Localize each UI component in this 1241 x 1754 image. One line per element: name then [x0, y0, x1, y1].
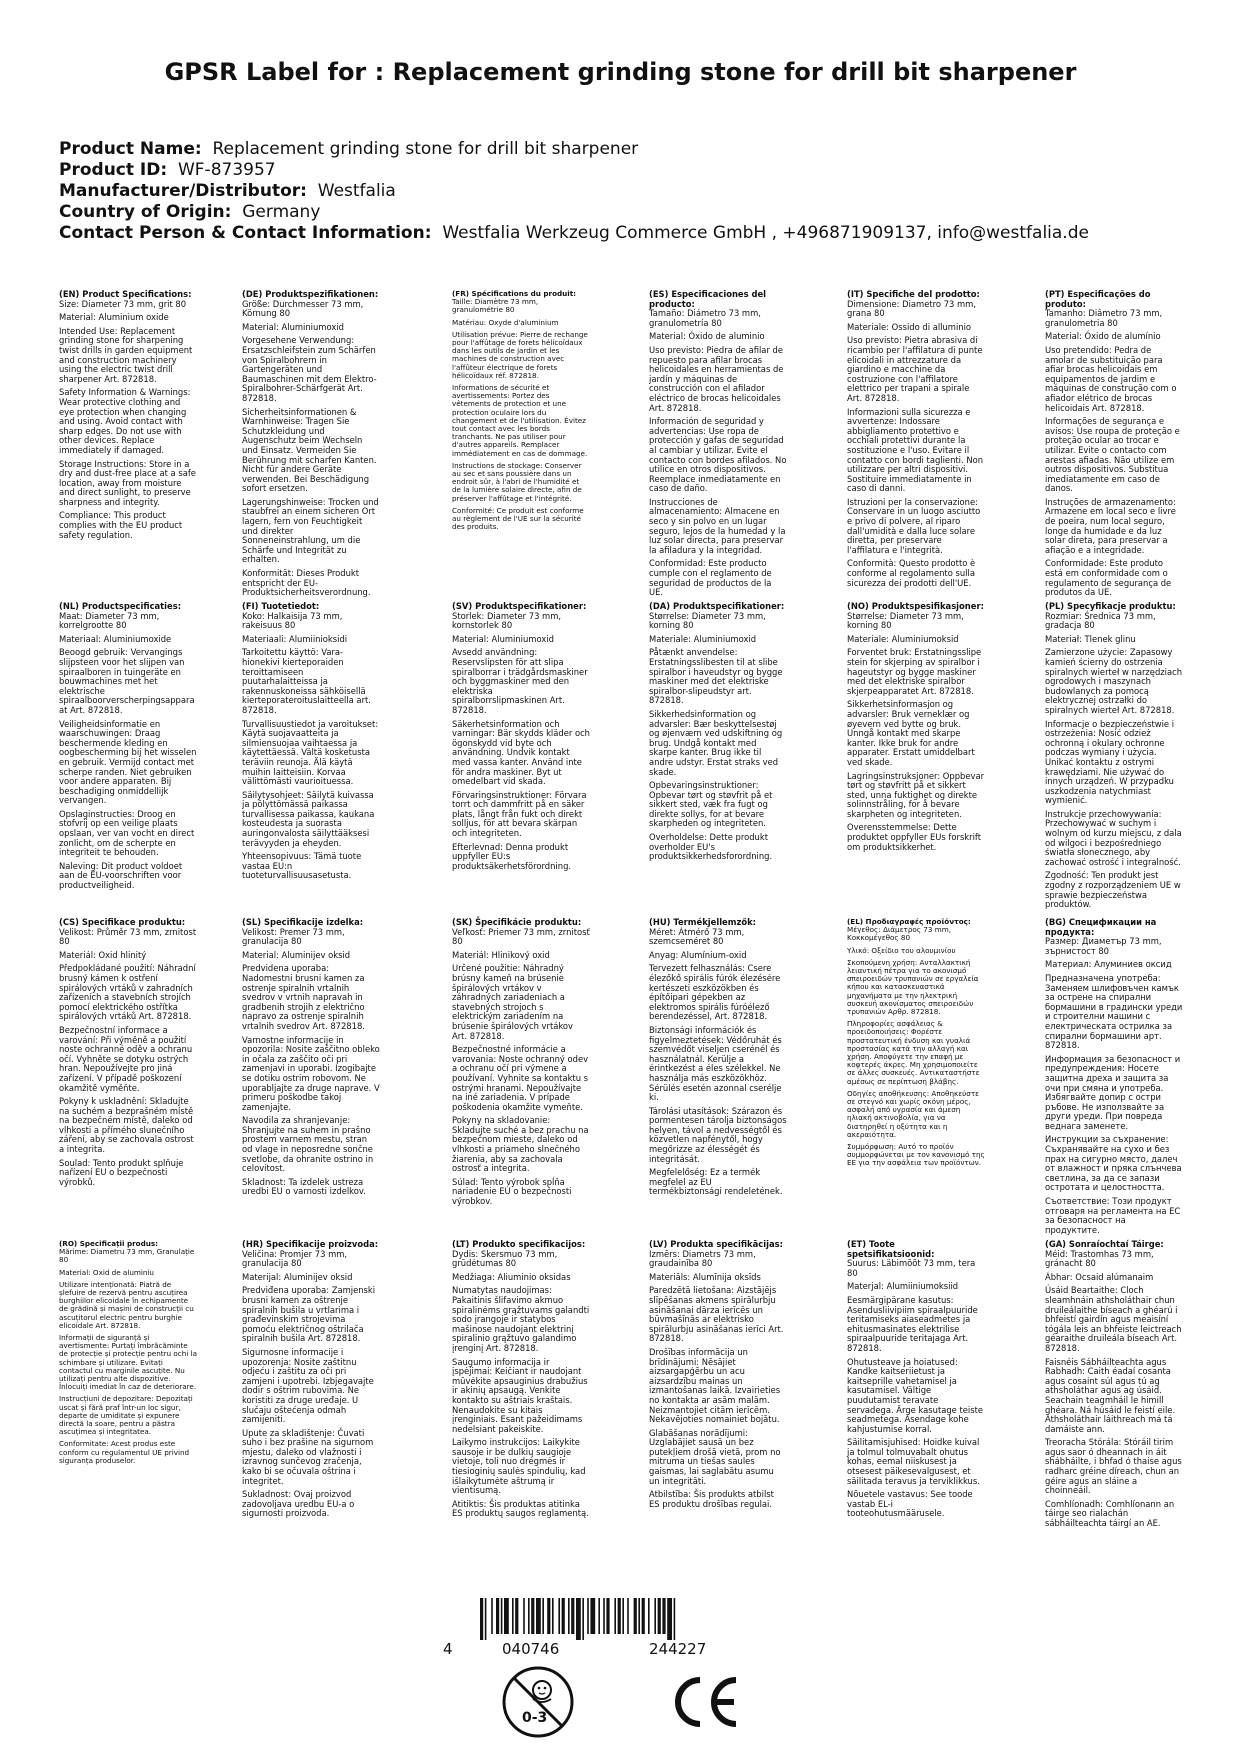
spec-paragraph: Suurus: Läbimõõt 73 mm, tera 80	[847, 1258, 976, 1278]
barcode-bar	[491, 1598, 493, 1634]
info-value: Germany	[242, 202, 321, 222]
spec-paragraph: Treoracha Stórála: Stóráil tirim agus saor ó dheannach in áit shábháilte, i bhfad ó thaise agus radharc gréine díreach, chun an géire agus an sláine a choinneáil.	[1045, 1437, 1182, 1496]
page-title: GPSR Label for : Replacement grinding stone for drill bit sharpener	[164, 58, 1077, 86]
barcode-bar	[571, 1598, 574, 1634]
spec-paragraph: Navodila za shranjevanje: Shranjujte na suhem in prašno prostem varnem mestu, stran od vlage in neposredne sončne svetlobe, da ohranite ostrino in celovitost.	[242, 1115, 374, 1174]
barcode-bar	[562, 1598, 565, 1634]
spec-paragraph: Material: Óxido de alumínio	[1045, 331, 1161, 342]
spec-paragraph: Μέγεθος: Διάμετρος 73 mm, Κοκκομέγεθος 80	[847, 925, 951, 943]
spec-paragraph: Paredzētā lietošana: Aizstājējs slīpēšanas akmens spirālurbju asināšanai dārza ierīcēs un būvmašīnās ar elektrisko spirālurbju asināšanas ierīci Art. 872818.	[649, 1285, 784, 1344]
barcode-bar	[568, 1598, 570, 1634]
spec-paragraph: Material: Aluminiumoxid	[452, 633, 554, 644]
spec-paragraph: Opbevaringsinstruktioner: Opbevar tørt og støvfrit på et sikkert sted, væk fra fugt og direkte sollys, for at bevare skarpheden og integriteten.	[649, 780, 773, 829]
spec-paragraph: Tarkoitettu käyttö: Vara-hionekivi kierteporaiden teroittamiseen puutarhalaitteissa ja rakennuskoneissa sähköisellä kierteporateroituslaitteella art. 872818.	[242, 647, 371, 715]
info-value: Westfalia Werkzeug Commerce GmbH , +496871909137, info@westfalia.de	[442, 223, 1089, 243]
spec-paragraph: Dimensione: Diametro 73 mm, grana 80	[847, 298, 976, 319]
info-row	[59, 223, 1089, 244]
spec-paragraph: Предназначена употреба: Заменяем шлифовъчен камък за острене на спирални бормашини в градински уреди и строителни машини с електрическата острилка за спирални бормашини арт. 872818.	[1045, 972, 1183, 1051]
language-heading: (IT) Specifiche del prodotto:	[847, 289, 980, 299]
spec-paragraph: Lagringsinstruksjoner: Oppbevar tørt og støvfritt på et sikkert sted, unna fuktighet og direkte solinnstråling, for å bevare skarpheten og integriteten.	[847, 770, 985, 819]
spec-paragraph: Conformità: Questo prodotto è conforme al regolamento sulla sicurezza dei prodotti dell'UE.	[847, 558, 976, 588]
language-heading: (SL) Specifikacije izdelka:	[242, 917, 364, 927]
info-value: Replacement grinding stone for drill bit sharpener	[212, 139, 639, 159]
spec-paragraph: Vorgesehene Verwendung: Ersatzschleifstein zum Schärfen von Spiralbohrern in Gartengeräten und Baumaschinen mit dem Elektro-Spiralbohrer-Schärfgerät Art. 872818.	[242, 335, 377, 403]
spec-paragraph: Biztonsági információk és figyelmeztetések: Védőruhát és szemvédőt viseljen cserénél és használatnál. Kerülje a érintkezést a éles szélekkel. Ne használja más eszközökhöz. Sérülés esetén azonnal cserélje ki.	[649, 1024, 782, 1103]
info-label: Country of Origin:	[59, 202, 232, 222]
spec-paragraph: Säilytysohjeet: Säilytä kuivassa ja pölyttömässä paikassa turvallisessa paikassa, kaukana kosteudesta ja suorasta auringonvalosta säilyttääksesi terävyyden ja eheyden.	[242, 789, 375, 848]
spec-paragraph: Instruções de armazenamento: Armazene em local seco e livre de poeira, num local seguro, longe da humidade e da luz solar direta, para preservar a afiação e a integridade.	[1045, 496, 1176, 555]
info-row	[59, 181, 1089, 202]
age-range-text: 0-3	[522, 1710, 548, 1726]
spec-paragraph: Megfelelőség: Ez a termék megfelel az EU termékbiztonsági rendeletének.	[649, 1167, 783, 1197]
language-heading: (LT) Produkto specifikacijos:	[452, 1239, 586, 1249]
info-label: Product ID:	[59, 160, 168, 180]
product-info	[59, 139, 1089, 244]
spec-paragraph: Material: Óxido de aluminio	[649, 331, 765, 342]
spec-paragraph: Größe: Durchmesser 73 mm, Körnung 80	[242, 298, 364, 319]
spec-paragraph: Materiaali: Alumiinioksidi	[242, 633, 348, 644]
spec-paragraph: Informazioni sulla sicurezza e avvertenze: Indossare abbigliamento protettivo e occhiali protettivi durante la sostituzione e l'uso. Evitare il contatto con bordi taglienti. Non utilizzare per altri dispositivi. Sostituire immediatamente in caso di danni.	[847, 406, 984, 494]
spec-paragraph: Størrelse: Diameter 73 mm, korning 80	[649, 610, 766, 631]
spec-paragraph: Zamierzone użycie: Zapasowy kamień ścierny do ostrzenia spiralnych wierteł w narzędziach ogrodowych i maszynach budowlanych za pomocą elektrycznej ostrzałki do spiralnych wierteł Art. 872818.	[1045, 647, 1183, 715]
language-block	[847, 290, 985, 592]
language-block	[59, 602, 197, 895]
language-heading: (HU) Termékjellemzők:	[649, 917, 757, 927]
spec-paragraph: Σκοπούμενη χρήση: Ανταλλακτική λειαντική πέτρα για το ακονισμό σπειροειδών τρυπανιών σε εργαλεία κήπου και κατασκευαστικά μηχανήματα με την ηλεκτρική συσκευή ακονίσματος σπειροειδών τρυπανιών Αρθρ. 872818.	[847, 957, 979, 1017]
spec-paragraph: Dydis: Skersmuo 73 mm, grūdėtumas 80	[452, 1248, 558, 1269]
spec-paragraph: Påtænkt anvendelse: Erstatningsslibesten til at slibe spiralbor i haveudstyr og bygge maskiner med det elektriske spiralbor-slipeudstyr art. 872818.	[649, 647, 783, 706]
spec-paragraph: Yhteensopivuus: Tämä tuote vastaa EU:n tuoteturvallisuusasetusta.	[242, 851, 362, 881]
language-heading: (CS) Specifikace produktu:	[59, 917, 186, 927]
language-block	[1045, 290, 1183, 602]
info-value: WF-873957	[177, 160, 276, 180]
spec-paragraph: Beoogd gebruik: Vervangings slijpsteen voor het slijpen van spiraalboren in tuingeräte en bouwmachines met het elektrische spiraalboorverscherpingsapparaat Art. 872818.	[59, 647, 195, 715]
language-block	[59, 918, 197, 1191]
spec-paragraph: Lagerungshinweise: Trocken und staubfrei an einem sicheren Ort lagern, fern von Feuchtigkeit und direkter Sonneneinstrahlung, um die Schärfe und Integrität zu erhalten.	[242, 496, 379, 565]
barcode-bar	[606, 1598, 609, 1634]
spec-paragraph: Intended Use: Replacement grinding stone for sharpening twist drills in garden equipment and construction machinery using the electric twist drill sharpener Art. 872818.	[59, 325, 193, 384]
barcode-bar	[634, 1598, 637, 1634]
spec-paragraph: Veličina: Promjer 73 mm, granulacija 80	[242, 1248, 348, 1269]
spec-paragraph: Velikost: Premer 73 mm, granulacija 80	[242, 926, 345, 947]
spec-paragraph: Materijal: Aluminijev oksid	[242, 1271, 353, 1282]
spec-paragraph: Medžiaga: Aliuminio oksidas	[452, 1271, 571, 1282]
language-heading: (LV) Produkta specifikācijas:	[649, 1239, 783, 1249]
spec-paragraph: Utilizare intenționată: Piatră de șlefuire de rezervă pentru ascuțirea burghiilor elicoidale în echipamente de grădină și mașini de construcții cu ascuțitorul electric pentru burghie elicoidale Art. 872818.	[59, 1279, 194, 1330]
language-block	[649, 602, 787, 866]
spec-paragraph: Material: Oxid de aluminiu	[59, 1267, 154, 1277]
barcode-bar	[582, 1598, 584, 1640]
language-heading: (EL) Προδιαγραφές προϊόντος:	[847, 917, 971, 926]
spec-paragraph: Soulad: Tento produkt splňuje nařízení EU o bezpečnosti výrobků.	[59, 1157, 184, 1187]
spec-paragraph: Rozmiar: Średnica 73 mm, gradacja 80	[1045, 610, 1156, 631]
barcode-bar	[590, 1598, 595, 1634]
language-block	[847, 1240, 985, 1523]
barcode-bar	[496, 1598, 499, 1634]
spec-paragraph: Faisnéis Sábháilteachta agus Rabhadh: Caith éadaí cosanta agus cosaint súl agus tú ag athsholáthar agus ag úsáid. Seachain teagmháil le himill ghéara. Ná húsáid le feistí eile. Athsholáthair láithreach má tá damáiste ann.	[1045, 1356, 1176, 1434]
spec-paragraph: Předpokládané použití: Náhradní brusný kámen k ostření spirálových vrtáků v zahradních zařízeních a stavebních strojích pomocí elektrického ostřítka spirálových vrtáků Art. 872818.	[59, 963, 196, 1022]
language-block	[1045, 1240, 1183, 1533]
language-heading: (SK) Špecifikácie produktu:	[452, 917, 582, 927]
barcode-digits-right: 244227	[649, 1640, 707, 1658]
spec-paragraph: Overholdelse: Dette produkt overholder EU's produktsikkerhedsforordning.	[649, 832, 773, 862]
spec-paragraph: Conformidad: Este producto cumple con el reglamento de seguridad de productos de la UE.	[649, 558, 772, 598]
spec-paragraph: Συμμόρφωση: Αυτό το προϊόν συμμορφώνεται με τον κανονισμό της ΕΕ για την ασφάλεια των προϊόντων.	[847, 1142, 985, 1168]
spec-paragraph: Съответствие: Този продукт отговаря на регламента на ЕС за безопасност на продуктите.	[1045, 1196, 1181, 1235]
barcode-bar	[618, 1598, 621, 1634]
language-heading: (ES) Especificaciones del producto:	[649, 289, 767, 309]
barcode-digit-1: 4	[443, 1640, 453, 1658]
spec-paragraph: Informações de segurança e avisos: Use roupa de proteção e proteção ocular ao trocar e utilizar. Evite o contacto com arestas afiadas. Não utilize em outros dispositivos. Substitua imediatamente em caso de danos.	[1045, 416, 1180, 494]
spec-paragraph: Instructions de stockage: Conserver au sec et sans poussière dans un endroit sûr, à l'abri de l'humidité et de la lumière solaire directe, afin de préserver l'affûtage et l'intégrité.	[452, 460, 582, 503]
barcode-bar	[658, 1598, 661, 1634]
barcode-bar	[501, 1598, 503, 1634]
spec-paragraph: Taille: Diamètre 73 mm, granulométrie 80	[452, 297, 539, 315]
spec-paragraph: Materjal: Alumiiniumoksiid	[847, 1281, 959, 1292]
spec-paragraph: Ábhar: Ocsaid alúmanaim	[1045, 1271, 1154, 1282]
spec-paragraph: Materiale: Aluminiumoksid	[847, 633, 959, 644]
language-block	[452, 602, 590, 875]
spec-paragraph: Pokyny k uskladnění: Skladujte na suchém a bezprašném místě na bezpečném místě, daleko od vlhkosti a přímého slunečního záření, aby se zachovala ostrost a integrita.	[59, 1096, 194, 1155]
spec-paragraph: Overensstemmelse: Dette produktet oppfyller EUs forskrift om produktsikkerhet.	[847, 822, 982, 852]
language-heading: (PT) Especificações do produto:	[1045, 289, 1151, 309]
language-block	[452, 918, 590, 1211]
spec-paragraph: Storlek: Diameter 73 mm, kornstorlek 80	[452, 610, 562, 631]
barcode-bar	[622, 1598, 624, 1634]
spec-paragraph: Atitiktis: Šis produktas atitinka ES produktų saugos reglamentą.	[452, 1498, 589, 1519]
barcode-bar	[627, 1598, 629, 1634]
spec-paragraph: Informații de siguranță și avertismente: Purtați îmbrăcăminte de protecție și protecție pentru ochi la schimbare și utilizare. Evitați contactul cu marginile ascuțite. Nu utilizați pentru alte dispozitive. Înlocuiți imediat în caz de deteriorare.	[59, 1333, 197, 1392]
language-block	[59, 290, 197, 544]
spec-paragraph: Υλικό: Οξείδιο του αλουμινίου	[847, 945, 956, 955]
spec-paragraph: Laikymo instrukcijos: Laikykite sausoje ir be dulkių saugioje vietoje, toli nuo drėgmės ir tiesioginių saulės spindulių, kad išlaikytumėte aštrumą ir vientisumą.	[452, 1437, 586, 1496]
spec-paragraph: Zgodność: Ten produkt jest zgodny z rozporządzeniem UE w sprawie bezpieczeństwa produktów.	[1045, 870, 1181, 910]
barcode	[478, 1598, 773, 1640]
barcode-bar	[523, 1598, 525, 1634]
spec-paragraph: Instrucțiuni de depozitare: Depozitați uscat și fără praf într-un loc sigur, departe de umiditate și expunere directă la soare, pentru a păstra ascuțimea și integritatea.	[59, 1394, 193, 1437]
spec-paragraph: Varnostne informacije in opozorila: Nosite zaščitno obleko in očala za zaščito oči pri zamenjavi in uporabi. Izogibajte se dotiku ostrim robovom. Ne uporabljajte za druge naprave. V primeru poškodbe takoj zamenjajte.	[242, 1034, 380, 1112]
language-block	[59, 1240, 197, 1469]
barcode-bar	[504, 1598, 509, 1634]
spec-paragraph: Anyag: Alumínium-oxid	[649, 949, 747, 960]
spec-paragraph: Sikkerhedsinformation og advarsler: Bær beskyttelsestøj og øjenværn ved udskiftning og brug. Undgå kontakt med skarpe kanter. Brug ikke til andre udstyr. Erstat straks ved skade.	[649, 708, 783, 777]
spec-paragraph: Størrelse: Diameter 73 mm, korning 80	[847, 610, 964, 631]
barcode-bar	[515, 1598, 518, 1634]
spec-paragraph: Istruzioni per la conservazione: Conservare in un luogo asciutto e privo di polvere, al riparo dall'umidità e dalla luce solare diretta, per preservare l'affilatura e l'integrità.	[847, 496, 981, 555]
barcode-bar	[558, 1598, 560, 1634]
spec-paragraph: Tárolási utasítások: Szárazon és pormentesen tárolja biztonságos helyen, távol a nedvességtől és közvetlen napfénytől, hogy megőrizze az élességét és integritását.	[649, 1105, 787, 1164]
info-label: Product Name:	[59, 139, 202, 159]
spec-paragraph: Conformité: Ce produit est conforme au règlement de l'UE sur la sécurité des produits.	[452, 505, 584, 532]
spec-paragraph: Glabāšanas norādījumi: Uzglabājiet sausā un bez putekļiem drošā vietā, prom no mitruma un tiešas saules gaismas, lai saglabātu asumu un integritāti.	[649, 1427, 781, 1486]
barcode-bar	[587, 1598, 589, 1634]
spec-paragraph: Konformität: Dieses Produkt entspricht der EU-Produktsicherheitsverordnung.	[242, 568, 371, 598]
spec-paragraph: Tamanho: Diâmetro 73 mm, granulometria 80	[1045, 308, 1163, 328]
spec-paragraph: Méret: Átmérő 73 mm, szemcseméret 80	[649, 926, 745, 947]
barcode-bar	[642, 1598, 645, 1634]
spec-paragraph: Uso pretendido: Pedra de amolar de substituição para afiar brocas helicoidais em equipamentos de jardim e máquinas de construção com o afiador elétrico de brocas helicoidais Art. 872818.	[1045, 344, 1177, 413]
spec-paragraph: Drošības informācija un brīdinājumi: Nēsājiet aizsargapģērbu un acu aizsardzību mainas un izmantošanas laikā. Izvairieties no kontakta ar asām malām. Neizmantojiet citām ierīcēm. Nekavējoties nomainiet bojātu.	[649, 1346, 781, 1425]
spec-paragraph: Méid: Trastomhas 73 mm, gránacht 80	[1045, 1248, 1154, 1269]
spec-paragraph: Uso previsto: Pietra abrasiva di ricambio per l'affilatura di punte elicoidali in attrezzature da giardino e macchine da costruzione con l'affilatore elettrico per trapani a spirale Art. 872818.	[847, 335, 983, 403]
spec-paragraph: Οδηγίες αποθήκευσης: Αποθηκεύστε σε στεγνό και χωρίς σκόνη μέρος, ασφαλή από υγρασία και άμεση ηλιακή ακτινοβολία, για να διατηρηθεί η οξύτητα και η ακεραιότητα.	[847, 1088, 980, 1139]
language-block	[242, 918, 380, 1201]
language-heading: (DA) Produktspecifikationer:	[649, 601, 785, 611]
spec-paragraph: Instrucciones de almacenamiento: Almacene en seco y sin polvo en un lugar seguro, lejos de la humedad y la luz solar directa, para preservar la afiladura y la integridad.	[649, 496, 786, 555]
spec-paragraph: Upute za skladištenje: Čuvati suho i bez prašine na sigurnom mjestu, daleko od vlažnosti i izravnog sunčevog zračenja, kako bi se očuvala oštrina i integritet.	[242, 1427, 374, 1486]
barcode-bar	[528, 1598, 530, 1634]
language-heading: (FI) Tuotetiedot:	[242, 601, 320, 611]
language-heading: (NL) Productspecificaties:	[59, 601, 182, 611]
spec-paragraph: Informacje o bezpieczeństwie i ostrzeżenia: Nosić odzież ochronną i okulary ochronne podczas wymiany i użycia. Unikać kontaktu z ostrymi krawędziami. Nie używać do innych urządzeń. W przypadku uszkodzenia natychmiast wymienić.	[1045, 718, 1175, 806]
language-heading: (NO) Produktspesifikasjoner:	[847, 601, 984, 611]
barcode-bar	[667, 1598, 672, 1640]
language-block	[1045, 918, 1183, 1239]
spec-paragraph: Avsedd användning: Reservslipsten för att slipa spiralborrar i trädgårdsmaskiner och byggmaskiner med den elektriska spiralborrslipmaskinen Art. 872818.	[452, 647, 588, 715]
spec-paragraph: Материал: Алуминиев оксид	[1045, 959, 1172, 970]
spec-paragraph: Izmērs: Diametrs 73 mm, graudainība 80	[649, 1248, 756, 1269]
spec-paragraph: Materiaal: Aluminiumoxide	[59, 633, 172, 644]
spec-paragraph: Sigurnosne informacije i upozorenja: Nosite zaštitnu odjeću i zaštitu za oči pri zamjeni i upotrebi. Izbjegavajte dodir s oštrim rubovima. Ne koristiti za druge uređaje. U slučaju oštećenja odmah zamijeniti.	[242, 1346, 374, 1425]
spec-paragraph: Πληροφορίες ασφάλειας & προειδοποιήσεις: Φορέστε προστατευτική ένδυση και γυαλιά προστασίας κατά την αλλαγή και χρήση. Αποφύγετε την επαφή με κοφτερές άκρες. Μη χρησιμοποιείτε σε άλλες συσκευές. Αντικαταστήστε αμέσως σε περίπτωση βλάβης.	[847, 1019, 980, 1086]
info-label: Manufacturer/Distributor:	[59, 181, 307, 201]
language-heading: (GA) Sonraíochtaí Táirge:	[1045, 1239, 1164, 1249]
spec-paragraph: Materiale: Aluminiumoxid	[649, 633, 757, 644]
spec-paragraph: Atbilstība: Šis produkts atbilst ES produktu drošības regulai.	[649, 1489, 774, 1509]
spec-paragraph: Súlad: Tento výrobok spĺňa nariadenie EÚ o bezpečnosti výrobkov.	[452, 1176, 572, 1207]
barcode-bar	[654, 1598, 656, 1634]
spec-paragraph: Materiāls: Alumīnija oksīds	[649, 1271, 761, 1282]
spec-paragraph: Ohutusteave ja hoiatused: Kandke kaitseriietust ja kaitseprille vahetamisel ja kasutamisel. Vältige puudutamist teravate servadega. Ärge kasutage teiste seadmetega. Asendage kohe kahjustumise korral.	[847, 1356, 984, 1434]
info-row	[59, 202, 1089, 223]
no-children-0-3-icon	[500, 1664, 576, 1740]
spec-paragraph: Forventet bruk: Erstatningsslipe stein for skjerping av spiralbor i hageutstyr og bygge maskiner med det elektriske spiralbor skjerpeapparatet Art. 872818.	[847, 647, 982, 696]
language-heading: (BG) Спецификации на продукта:	[1045, 917, 1157, 937]
spec-paragraph: Conformidade: Este produto está em conformidade com o regulamento de segurança de produtos da UE.	[1045, 558, 1172, 598]
barcode-bar	[542, 1598, 544, 1634]
barcode-bar	[648, 1598, 650, 1634]
info-label: Contact Person & Contact Information:	[59, 223, 432, 243]
spec-paragraph: Conformitate: Acest produs este conform cu regulamentul UE privind siguranța produselor.	[59, 1439, 190, 1465]
spec-paragraph: Bezpečnostní informace a varování: Při výměně a použití noste ochranné oděv a ochranu očí. Vyhněte se dotyku ostrých hran. Nepoužívejte pro jiná zařízení. V případě poškození okamžitě vyměňte.	[59, 1024, 193, 1093]
barcode-bar	[485, 1598, 487, 1640]
barcode-bar	[480, 1598, 483, 1640]
spec-paragraph: Инструкции за съхранение: Съхранявайте на сухо и без прах на сигурно място, далеч от влажност и пряка слънчева светлина, за да се запази остротата и целостността.	[1045, 1134, 1182, 1193]
spec-paragraph: Sicherheitsinformationen & Warnhinweise: Tragen Sie Schutzkleidung und Augenschutz beim Wechseln und Einsatz. Vermeiden Sie Berührung mit scharfen Kanten. Nicht für andere Geräte verwenden. Bei Beschädigung sofort ersetzen.	[242, 406, 377, 494]
language-heading: (HR) Specifikacije proizvoda:	[242, 1239, 379, 1249]
spec-paragraph: Información de seguridad y advertencias: Use ropa de protección y gafas de seguridad al cambiar y utilizar. Evite el contacto con bordes afilados. No utilice en otros dispositivos. Reemplace inmediatamente en caso de daño.	[649, 416, 787, 494]
language-heading: (EN) Product Specifications:	[59, 289, 192, 299]
spec-paragraph: Material: Aluminiumoxid	[242, 321, 344, 332]
spec-paragraph: Informations de sécurité et avertissements: Portez des vêtements de protection et une protection oculaire lors du changement et de l'utilisation. Évitez tout contact avec les bords tranchants. Ne pas utiliser pour d'autres appareils. Remplacer immédiatement en cas de dommage.	[452, 383, 588, 458]
barcode-bar	[536, 1598, 541, 1634]
language-block	[242, 290, 380, 602]
spec-paragraph: Turvallisuustiedot ja varoitukset: Käytä suojavaatteita ja silmiensuojaa vaihtaessa ja käytettäessä. Vältä kosketusta teräviin reunoja. Älä käytä muihin laitteisiin. Korvaa välittömästi vaurioituessa.	[242, 718, 379, 787]
spec-paragraph: Materiál: Oxid hlinitý	[59, 949, 147, 960]
spec-paragraph: Storage Instructions: Store in a dry and dust-free place at a safe location, away from moisture and direct sunlight, to preserve sharpness and integrity.	[59, 458, 196, 507]
language-block	[649, 1240, 787, 1513]
spec-paragraph: Predvidena uporaba: Nadomestni brusni kamen za ostrenje spiralnih vrtalnih svedrov v vrtnih napravah in gradbenih strojih z električno napravo za ostrenje spiralnih vrtalnih svedrov Art. 872818.	[242, 963, 365, 1031]
spec-paragraph: Koko: Halkaisija 73 mm, rakeisuus 80	[242, 610, 343, 631]
spec-paragraph: Veľkosť: Priemer 73 mm, zrnitosť 80	[452, 926, 590, 947]
barcode-bar	[576, 1598, 581, 1640]
spec-paragraph: Velikost: Průměr 73 mm, zrnitost 80	[59, 926, 197, 947]
spec-paragraph: Material: Aluminijev oksid	[242, 949, 351, 960]
spec-paragraph: Material: Aluminium oxide	[59, 312, 169, 323]
spec-paragraph: Naleving: Dit product voldoet aan de EU-voorschriften voor productveiligheid.	[59, 860, 183, 891]
spec-paragraph: Eesmärgipärane kasutus: Asendusliivipiim spiraalpuuride teritamiseks aiaseadmetes ja ehitusmasinates elektrilise spiraalpuuride teritajaga Art. 872818.	[847, 1294, 978, 1353]
language-block	[242, 602, 380, 885]
barcode-bar	[638, 1598, 640, 1634]
spec-paragraph: Predviđena uporaba: Zamjenski brusni kamen za oštrenje spiralnih bušila u vrtlarima i građevinskim strojevima pomoću električnog oštrilača spiralnih bušila Art. 872818.	[242, 1285, 376, 1344]
language-block	[452, 1240, 590, 1523]
language-heading: (RO) Specificații produs:	[59, 1239, 158, 1248]
spec-paragraph: Размер: Диаметър 73 mm, зърнистост 80	[1045, 936, 1162, 956]
spec-paragraph: Comhlíonadh: Comhlíonann an táirge seo rialachán sábháilteachta táirgí an AE.	[1045, 1498, 1175, 1529]
language-block	[1045, 602, 1183, 914]
barcode-bar	[552, 1598, 554, 1634]
spec-paragraph: Maat: Diameter 73 mm, korrelgrootte 80	[59, 610, 160, 631]
spec-paragraph: Förvaringsinstruktioner: Förvara torrt och dammfritt på en säker plats, långt från fukt och direkt solljus, för att bevara skärpan och integriteten.	[452, 789, 587, 839]
spec-paragraph: Säkerhetsinformation och varningar: Bär skydds kläder och ögonskydd vid byte och användning. Undvik kontakt med vassa kanter. Använd inte för andra maskiner. Byt ut omedelbart vid skada.	[452, 718, 590, 787]
info-row	[59, 160, 1089, 181]
barcode-bar	[598, 1598, 600, 1634]
spec-paragraph: Efterlevnad: Denna produkt uppfyller EU:s produktsäkerhetsförordning.	[452, 841, 572, 871]
barcode-bar	[662, 1598, 665, 1634]
spec-paragraph: Safety Information & Warnings: Wear protective clothing and eye protection when changing and using. Avoid contact with sharp edges. Do not use with other devices. Replace immediately if damaged.	[59, 387, 191, 455]
spec-paragraph: Bezpečnostné informácie a varovania: Noste ochranný odev a ochranu očí pri výmene a používaní. Vyhnite sa kontaktu s ostrými hranami. Nepoužívajte na iné zariadenia. V prípade poškodenia okamžite vymeňte.	[452, 1044, 589, 1112]
spec-paragraph: Nõuetele vastavus: See toode vastab EL-i tooteohutusmäärusele.	[847, 1489, 973, 1519]
spec-paragraph: Materiale: Ossido di alluminio	[847, 321, 972, 332]
spec-paragraph: Säilitamisjuhised: Hoidke kuival ja tolmul tolmuvabalt ohutus kohas, eemal niiskusest ja otsesest päikesevalgusest, et säilitada teravus ja terviklikkus.	[847, 1437, 980, 1486]
spec-paragraph: Информация за безопасност и предупреждения: Носете защитна дреха и защита за очи при смяна и употреба. Избягвайте допир с остри ръбове. Не използвайте за други уреди. При повреда веднага заменете.	[1045, 1053, 1181, 1131]
barcode-bar	[614, 1598, 616, 1634]
spec-paragraph: Materiál: Hlinikový oxid	[452, 949, 550, 960]
spec-paragraph: Uso previsto: Piedra de afilar de repuesto para afilar brocas helicoidales en herramientas de jardín y máquinas de construcción con el afilador eléctrico de brocas helicoidales Art. 872818.	[649, 344, 784, 413]
spec-paragraph: Úsáid Beartaithe: Cloch sleamhnáin athsholáthair chun druileálaithe bíseach a ghéarú i bhfeistí gairdín agus meaisíní tógála leis an bhfeiste leictreach géaraithe druileála bíseach Art. 872818.	[1045, 1285, 1182, 1353]
spec-paragraph: Materiał: Tlenek glinu	[1045, 633, 1136, 644]
language-block	[649, 290, 787, 602]
spec-paragraph: Numatytas naudojimas: Pakaitinis šlifavimo akmuo spiralinėms grąžtuvams galandti sodo įrangoje ir statybos mašinose naudojant elektrinį spiralinio grąžtuvo galandimo įrenginį Art. 872818.	[452, 1285, 590, 1353]
language-block	[242, 1240, 380, 1523]
language-block	[847, 918, 985, 1172]
spec-paragraph: Tervezett felhasználás: Csere élezőkő spirális fúrók élezésére kertészeti eszközökben és építőipari gépekben az elektromos spirális fúróélező berendezéssel, Art. 872818.	[649, 963, 781, 1022]
spec-paragraph: Pokyny na skladovanie: Skladujte suché a bez prachu na bezpečnom mieste, daleko od vlhkosti a priameho slnečného žiarenia, aby sa zachovala ostrosť a integrita.	[452, 1115, 589, 1174]
spec-paragraph: Size: Diameter 73 mm, grit 80	[59, 298, 187, 309]
barcode-bar	[531, 1598, 534, 1634]
spec-paragraph: Sikkerhetsinformasjon og advarsler: Bruk verneklær og øyevern ved bytte og bruk. Unngå kontakt med skarpe kanter. Ikke bruk for andre apparater. Erstatt umiddelbart ved skade.	[847, 699, 975, 767]
spec-paragraph: Matériau: Oxyde d'aluminium	[452, 317, 559, 327]
spec-paragraph: Opslaginstructies: Droog en stofvrij op een veilige plaats opslaan, ver van vocht en direct zonlicht, om de scherpte en integriteit te behouden.	[59, 808, 195, 858]
spec-paragraph: Compliance: This product complies with the EU product safety regulation.	[59, 510, 183, 540]
language-block	[649, 918, 787, 1201]
barcode-digits-left: 040746	[502, 1640, 560, 1658]
spec-paragraph: Saugumo informacija ir įspėjimai: Keičiant ir naudojant mūvėkite apsauginius drabužius ir akinių apsaugą. Venkite kontakto su aštriais kraštais. Nenaudokite su kitais įrenginiais. Esant pažeidimams nedelsiant pakeiskite.	[452, 1356, 588, 1434]
language-block	[847, 602, 985, 856]
language-block	[452, 290, 590, 535]
spec-paragraph: Skladnost: Ta izdelek ustreza uredbi EU o varnosti izdelkov.	[242, 1176, 366, 1197]
language-heading: (PL) Specyfikacje produktu:	[1045, 601, 1176, 611]
info-row	[59, 139, 1089, 160]
barcode-bar	[512, 1598, 514, 1634]
spec-paragraph: Utilisation prévue: Pierre de rechange pour l'affûtage de forets hélicoïdaux dans les outils de jardin et les machines de construction avec l'affûteur électrique de forets hélicoïdaux réf. 872818.	[452, 329, 588, 380]
spec-paragraph: Instrukcje przechowywania: Przechowywać w suchym i wolnym od kurzu miejscu, z dala od wilgoci i bezpośredniego światła słonecznego, aby zachować ostrość i integralność.	[1045, 808, 1182, 867]
spec-paragraph: Určené použitie: Náhradný brúsny kameň na brúsenie špirálových vrtákov v záhradných zariadeniach a stavebných strojoch s elektrickým zariadením na brúsenie špirálových vrtákov Art. 872818.	[452, 963, 573, 1041]
info-value: Westfalia	[317, 181, 396, 201]
barcode-bar	[547, 1598, 550, 1634]
spec-paragraph: Sukladnost: Ovaj proizvod zadovoljava uredbu EU-a o sigurnosti proizvoda.	[242, 1489, 355, 1519]
spec-paragraph: Tamaño: Diámetro 73 mm, granulometría 80	[649, 308, 761, 328]
barcode-bar	[674, 1598, 676, 1640]
language-heading: (SV) Produktspecifikationer:	[452, 601, 587, 611]
language-heading: (ET) Toote spetsifikatsioonid:	[847, 1239, 935, 1259]
spec-paragraph: Veiligheidsinformatie en waarschuwingen: Draag beschermende kleding en oogbescherming bij het wisselen en gebruik. Vermijd contact met scherpe randen. Niet gebruiken voor andere apparaten. Bij beschadiging onmiddellijk vervangen.	[59, 718, 197, 806]
language-heading: (DE) Produktspezifikationen:	[242, 289, 379, 299]
language-heading: (FR) Spécifications du produit:	[452, 289, 577, 298]
ce-mark-icon	[668, 1672, 744, 1732]
spec-paragraph: Mărime: Diametru 73 mm, Granulație 80	[59, 1247, 195, 1265]
barcode-bar	[603, 1598, 605, 1634]
